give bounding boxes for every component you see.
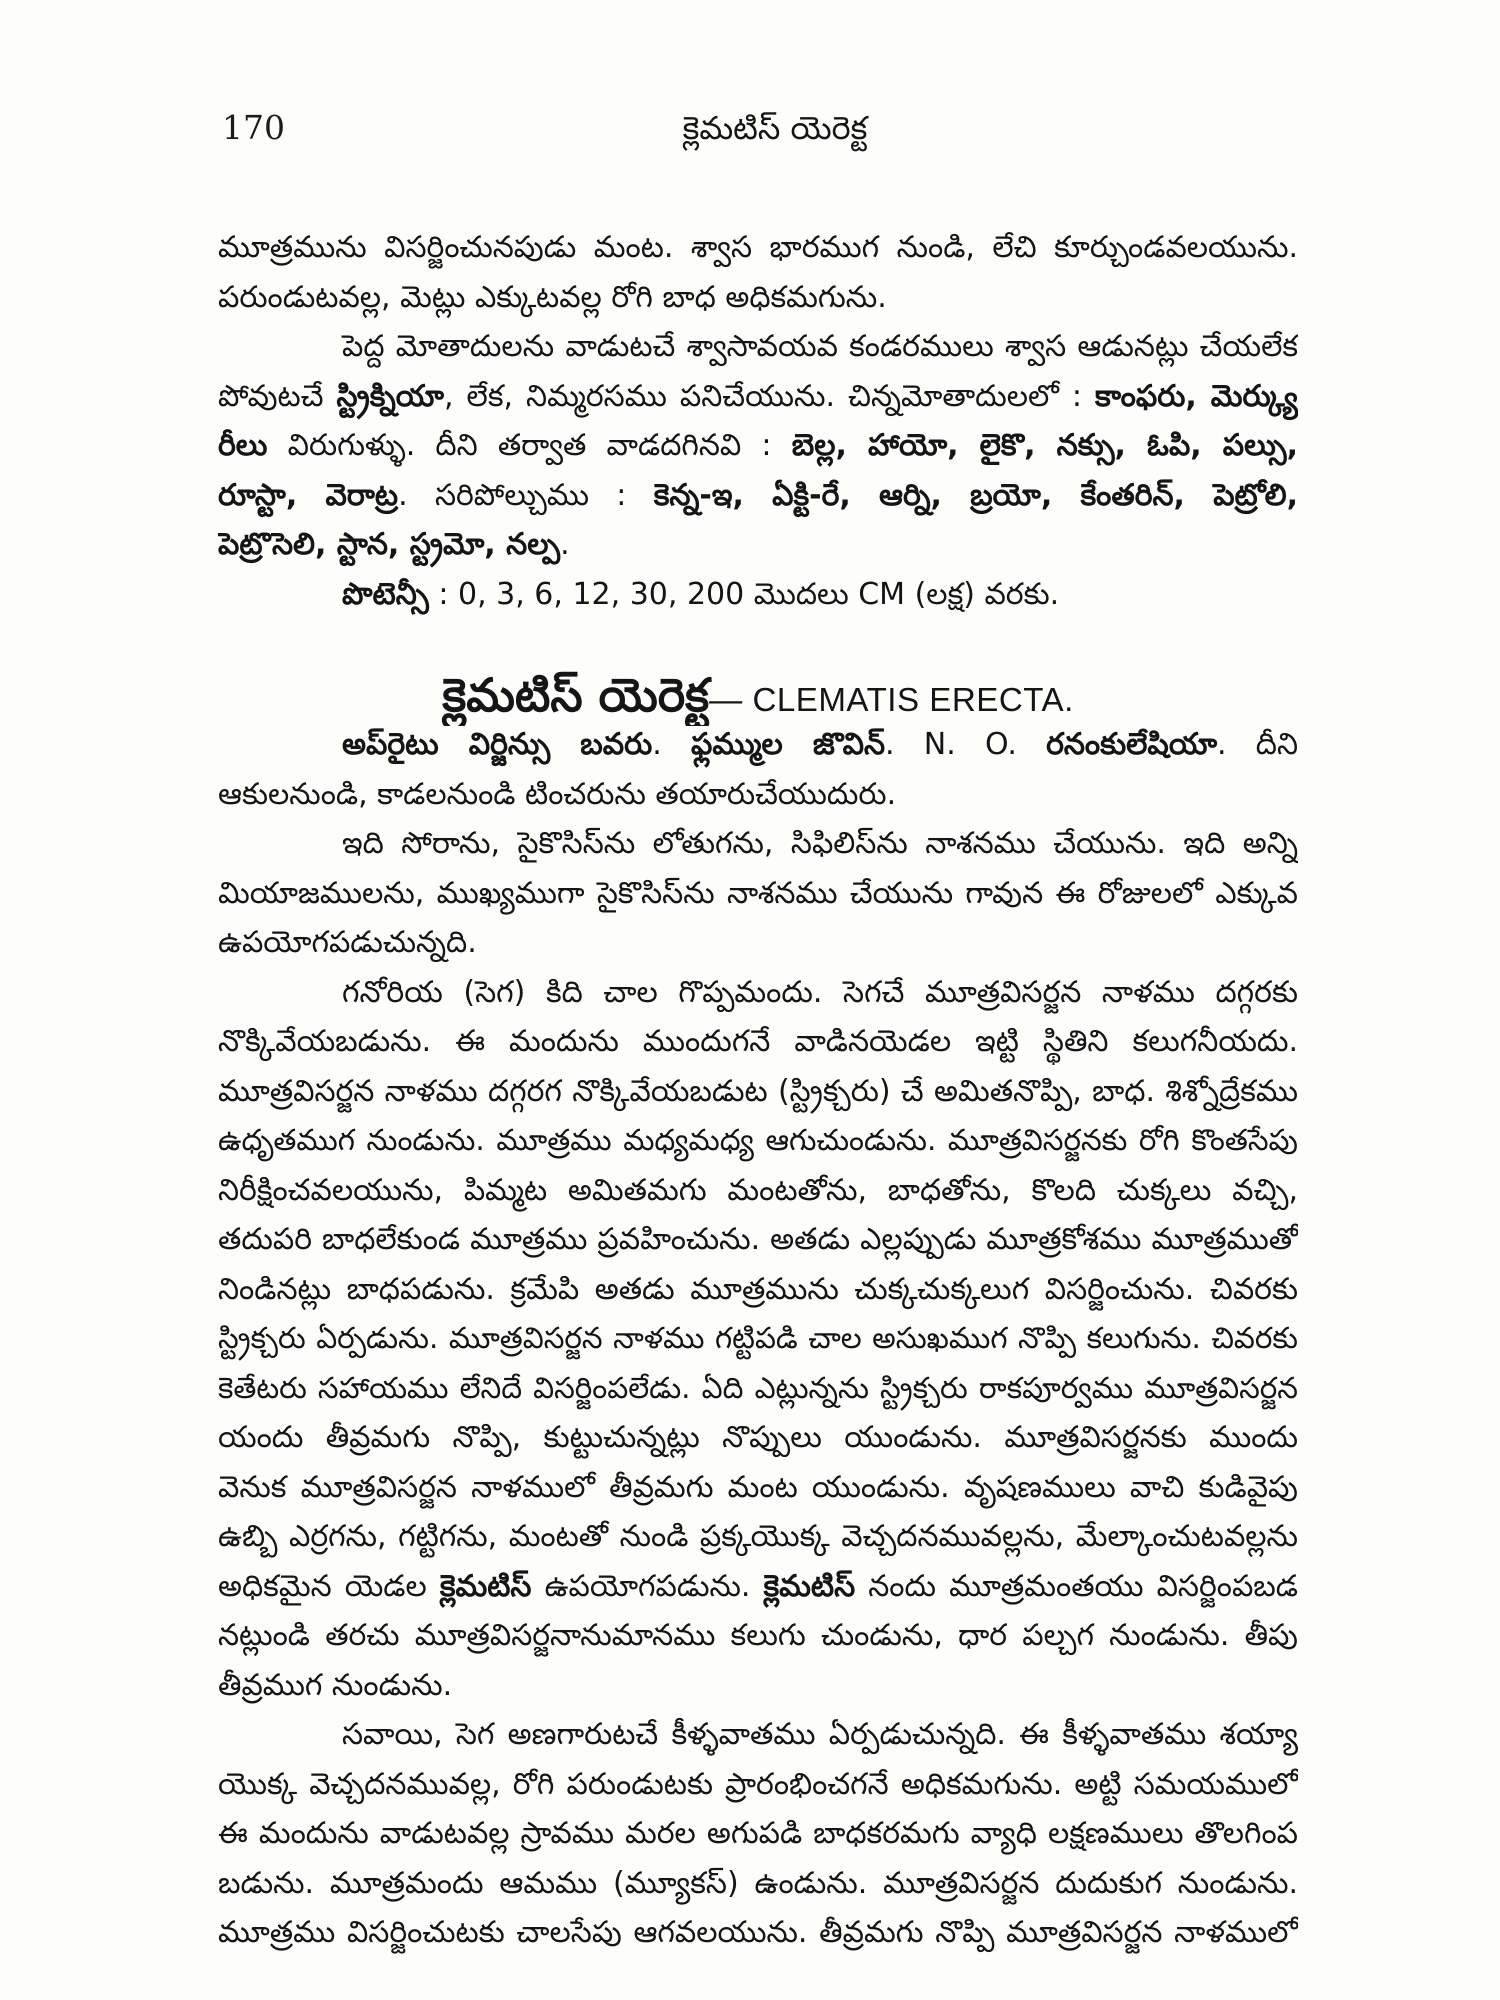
text-line bbox=[218, 1314, 1298, 1364]
text-line bbox=[218, 520, 1298, 570]
text-span: నిండినట్లు బాధపడును. క్రమేపి అతడు మూత్రమును చుక్కచుక్కలుగ విసర్జించును. చివరకు bbox=[218, 1271, 1298, 1307]
text-span: ఉపయోగపడును. bbox=[531, 1568, 764, 1604]
page-number: 170 bbox=[222, 108, 285, 147]
text-span: తదుపరి బాధలేకుండ మూత్రము ప్రవహించును. అతడు ఎల్లప్పుడు మూత్రకోశము మూత్రముతో bbox=[218, 1222, 1298, 1257]
bold-term: రీలు bbox=[218, 428, 268, 463]
text-line bbox=[218, 1265, 1298, 1315]
text-span: ఉధృతముగ నుండును. మూత్రము మధ్యమధ్య ఆగుచుండును. మూత్రవిసర్జనకు రోగి కొంతసేపు bbox=[218, 1123, 1298, 1157]
text-span: ఆకులనుండి, కాడలనుండి టించరును తయారుచేయుదురు. bbox=[218, 776, 897, 812]
text-span: గనోరియ (సెగ) కిది చాల గొప్పమందు. సెగచే మూత్రవిసర్జన నాళము దగ్గరకు bbox=[342, 974, 1298, 1010]
text-span: మూత్రవిసర్జన నాళము దగ్గరగ నొక్కివేయబడుట (స్ట్రిక్చరు) చే అమితనొప్పి, బాధ. శిశ్నోద్రేకము bbox=[218, 1073, 1298, 1109]
bold-term: పెట్రొసెలి, స్టాన, స్ట్రమో, నల్ప bbox=[218, 527, 561, 562]
text-line bbox=[218, 1463, 1298, 1513]
text-line bbox=[218, 720, 1298, 770]
text-span: ఉపయోగపడుచున్నది. bbox=[218, 925, 477, 960]
text-line bbox=[218, 1611, 1298, 1661]
bold-term: క్లెమటిస్ bbox=[763, 1568, 856, 1604]
paragraph bbox=[218, 223, 1298, 322]
text-span: విరుగుళ్ళు. దీని తర్వాత వాడదగినవి : bbox=[267, 428, 792, 463]
text-span: నట్లుండి తరచు మూత్రవిసర్జనానుమానము కలుగు చుండును, ధార పల్చగ నుండును. తీపు bbox=[218, 1618, 1298, 1653]
text-span: . bbox=[652, 727, 692, 762]
paragraph bbox=[218, 570, 1298, 620]
text-line bbox=[218, 471, 1298, 521]
text-line bbox=[218, 1116, 1298, 1166]
text-span: మూత్రము విసర్జించుటకు చాలసేపు ఆగవలయును. తీవ్రమగు నొప్పి మూత్రవిసర్జన నాళములో bbox=[218, 1915, 1298, 1950]
paragraph bbox=[218, 819, 1298, 968]
text-span: నందు మూత్రమంతయు విసర్జింపబడ bbox=[855, 1568, 1298, 1604]
text-span: పరుండుటవల్ల, మెట్లు ఎక్కుటవల్ల రోగి బాధ అధికమగును. bbox=[218, 279, 887, 315]
text-span: యొక్క వెచ్చదనమువల్ల, రోగి పరుండుటకు ప్రారంభించగనే అధికమగును. అట్టి సమయములో bbox=[218, 1766, 1298, 1802]
text-span: అధికమైన యెడల bbox=[218, 1568, 440, 1604]
text-line bbox=[218, 1859, 1298, 1909]
text-span: సవాయి, సెగ అణగారుటచే కీళ్ళవాతము ఏర్పడుచున్నది. ఈ కీళ్ళవాతము శయ్యా bbox=[342, 1717, 1298, 1752]
text-line bbox=[218, 968, 1298, 1018]
heading-latin: — CLEMATIS ERECTA. bbox=[709, 682, 1074, 719]
text-line bbox=[218, 1413, 1298, 1463]
text-line bbox=[218, 322, 1298, 372]
text-line bbox=[218, 1760, 1298, 1810]
text-span: స్ట్రిక్చరు ఏర్పడును. మూత్రవిసర్జన నాళము గట్టిపడి చాల అసుఖముగ నొప్పి కలుగును. చివరకు bbox=[218, 1321, 1298, 1355]
bold-term: కాంఫరు, మెర్క్యు bbox=[1095, 378, 1298, 414]
text-line bbox=[218, 1512, 1298, 1562]
text-line bbox=[218, 1166, 1298, 1216]
paragraph bbox=[218, 720, 1298, 819]
text-span: మియాజములను, ముఖ్యముగా సైకొసిస్‌ను నాశనము చేయును గావున ఈ రోజులలో ఎక్కువ bbox=[218, 875, 1298, 911]
bold-term: రూస్టా, వెరాట్ర bbox=[218, 477, 399, 513]
text-span: ఈ మందును వాడుటవల్ల స్రావము మరల అగుపడి బాధకరమగు వ్యాధి లక్షణములు తొలగింప bbox=[218, 1816, 1298, 1851]
text-span: , లేక, నిమ్మరసము పనిచేయును. చిన్నమోతాదులలో : bbox=[444, 378, 1095, 414]
text-line bbox=[218, 1364, 1298, 1414]
section-body bbox=[218, 720, 1298, 1958]
text-line bbox=[218, 869, 1298, 919]
text-line bbox=[218, 770, 1298, 820]
text-span: ఇది సోరాను, సైకొసిస్‌ను లోతుగను, సిఫిలిస్‌ను నాశనము చేయును. ఇది అన్ని bbox=[342, 826, 1298, 861]
bold-term: కెన్న-ఇ, ఏక్టి-రే, ఆర్ని, బ్రయో, కేంతరిన్, పెట్రోలి, bbox=[653, 477, 1298, 513]
text-span: వెనుక మూత్రవిసర్జన నాళములో తీవ్రమగు మంట యుండును. వృషణములు వాచి కుడివైపు bbox=[218, 1469, 1298, 1505]
bold-term: రనంకులేషియా bbox=[1046, 727, 1218, 762]
paragraph bbox=[218, 968, 1298, 1711]
text-line bbox=[218, 1017, 1298, 1067]
text-line bbox=[218, 223, 1298, 273]
bold-term: పొటెన్సీ bbox=[342, 576, 429, 612]
text-line bbox=[218, 421, 1298, 471]
text-line bbox=[218, 372, 1298, 422]
text-span: పోవుటచే bbox=[218, 378, 337, 414]
bold-term: ఫ్లమ్ముల జొవిన్ bbox=[691, 727, 886, 762]
text-span: . సరిపోల్చుము : bbox=[398, 477, 654, 513]
running-title: క్లెమటిస్ యెరెక్ట bbox=[682, 109, 868, 147]
bold-term: బెల్ల, హాయో, లైకొ, నక్సు, ఓపి, పల్సు, bbox=[791, 428, 1298, 463]
text-span: తీవ్రముగ నుండును. bbox=[218, 1667, 453, 1703]
text-span: బడును. మూత్రమందు ఆమము (మ్యూకస్) ఉండును. మూత్రవిసర్జన దుదుకుగ నుండును. bbox=[218, 1865, 1298, 1901]
heading-telugu: క్లెమటిస్ యెరెక్ట bbox=[442, 668, 710, 722]
paragraph bbox=[218, 1710, 1298, 1958]
text-line bbox=[218, 1215, 1298, 1265]
text-span: కెతేటరు సహాయము లేనిదే విసర్జింపలేడు. ఏది ఎట్లున్నను స్ట్రిక్చరు రాకపూర్వము మూత్రవిసర్జన bbox=[218, 1370, 1298, 1405]
continued-text bbox=[218, 223, 1298, 619]
text-span: : 0, 3, 6, 12, 30, 200 మొదలు CM (లక్ష) వరకు. bbox=[428, 576, 1060, 612]
text-line bbox=[218, 918, 1298, 968]
text-line bbox=[218, 273, 1298, 323]
text-line bbox=[218, 1562, 1298, 1612]
text-line bbox=[218, 819, 1298, 869]
section-heading bbox=[218, 664, 1298, 726]
paragraph bbox=[218, 322, 1298, 570]
text-line bbox=[218, 1661, 1298, 1711]
text-span: మూత్రమును విసర్జించునపుడు మంట. శ్వాస భారముగ నుండి, లేచి కూర్చుండవలయును. bbox=[218, 230, 1298, 265]
bold-term: క్లెమటిస్ bbox=[439, 1568, 532, 1604]
text-span: . దీని bbox=[1217, 727, 1298, 762]
bold-term: అప్‌రైటు విర్జిన్సు బవరు bbox=[342, 727, 653, 762]
text-line bbox=[218, 1067, 1298, 1117]
text-line bbox=[218, 1710, 1298, 1760]
text-span: . bbox=[560, 527, 570, 562]
text-line bbox=[218, 570, 1298, 620]
text-span: ఉబ్బి ఎర్రగను, గట్టిగను, మంటతో నుండి ప్రక్కయొక్క వెచ్చదనమువల్లను, మేల్కాంచుటవల్లను bbox=[218, 1519, 1298, 1554]
text-span: నొక్కివేయబడును. ఈ మందును ముందుగనే వాడినయెడల ఇట్టి స్థితిని కలుగనీయదు. bbox=[218, 1024, 1298, 1059]
text-span: నిరీక్షించవలయును, పిమ్మట అమితమగు మంటతోను, బాధతోను, కొలది చుక్కలు వచ్చి, bbox=[218, 1172, 1298, 1208]
text-span: . N. O. bbox=[885, 727, 1047, 762]
bold-term: స్ట్రిక్నియా bbox=[336, 378, 444, 414]
text-line bbox=[218, 1908, 1298, 1958]
text-span: యందు తీవ్రమగు నొప్పి, కుట్టుచున్నట్లు నొప్పులు యుండును. మూత్రవిసర్జనకు ముందు bbox=[218, 1420, 1298, 1455]
text-line bbox=[218, 1809, 1298, 1859]
text-span: పెద్ద మోతాదులను వాడుటచే శ్వాసావయవ కండరములు శ్వాస ఆడునట్లు చేయలేక bbox=[342, 329, 1298, 364]
